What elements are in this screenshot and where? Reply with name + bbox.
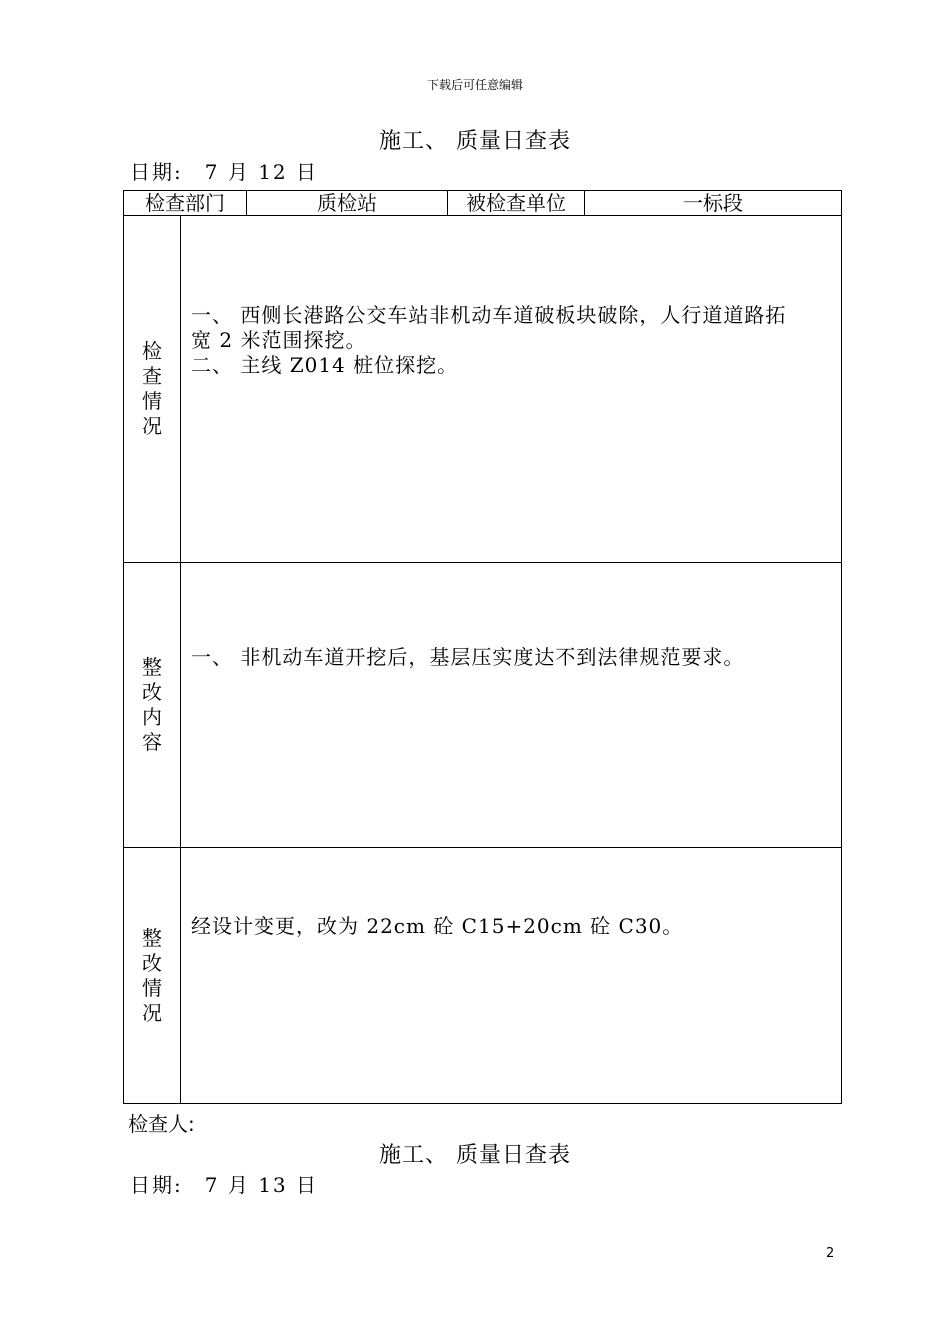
row-label: 整改情况 [142,925,162,1025]
inspection-table [123,190,842,1104]
date-label: 日期: [130,160,183,184]
date-line-2 [130,1169,318,1198]
header-inspecting-dept-value: 质检站 [247,191,448,216]
content-line: 宽 2 米范围探挖。 [191,328,367,352]
header-inspected-unit-value: 一标段 [585,191,841,216]
date-value: 7 月 13 日 [204,1173,318,1197]
date-value: 7 月 12 日 [204,160,318,184]
row-label-cell [124,216,181,562]
row-content [191,645,831,670]
inspector-label: 检查人: [128,1112,195,1136]
form-title-2: 施工、 质量日查表 [379,1143,571,1168]
date-line [130,156,318,185]
date-label: 日期: [130,1173,183,1197]
page-number: 2 [826,1246,835,1261]
row-content [191,914,831,939]
row-label-cell [124,563,181,847]
row-label: 整改内容 [142,655,162,754]
row-rectification-content [124,563,841,848]
row-label: 检查情况 [142,339,162,438]
header-inspected-unit: 被检查单位 [448,191,585,216]
header-inspecting-dept: 检查部门 [124,191,247,216]
header-note: 下载后可任意编辑 [426,78,523,92]
content-line: 二、 主线 Z014 桩位探挖。 [191,353,459,377]
row-label-cell [124,848,181,1103]
row-inspection-situation [124,216,841,563]
content-line: 经设计变更，改为 22cm 砼 C15+20cm 砼 C30。 [191,914,684,938]
row-content [191,303,831,378]
row-rectification-status [124,848,841,1103]
content-line: 一、 西侧长港路公交车站非机动车道破板块破除，人行道道路拓 [191,303,787,327]
form-title: 施工、 质量日查表 [379,129,571,154]
content-line: 一、 非机动车道开挖后，基层压实度达不到法律规范要求。 [191,645,745,669]
